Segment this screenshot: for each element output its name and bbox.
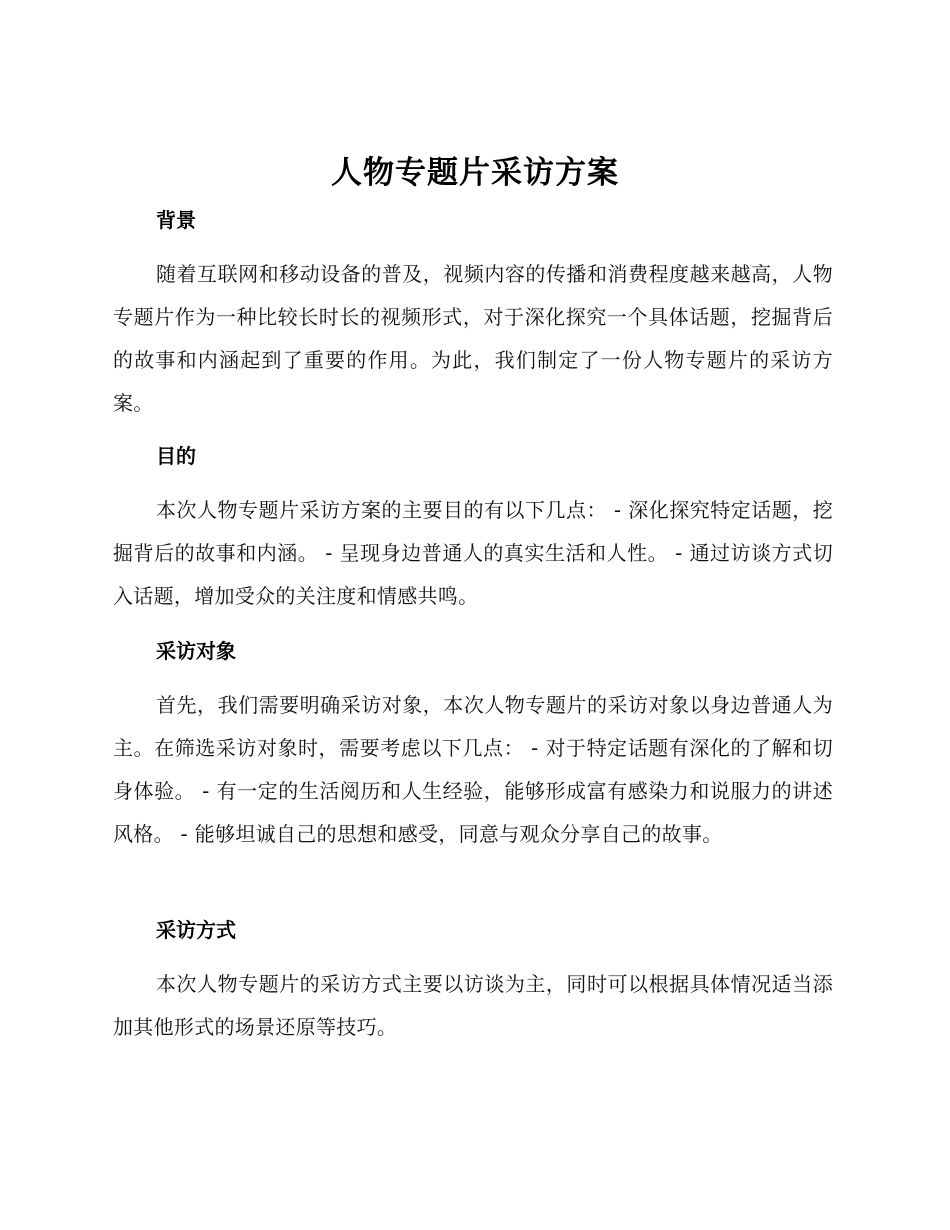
section-heading-interview-method: 采访方式 bbox=[156, 918, 236, 942]
section-heading-purpose: 目的 bbox=[156, 444, 196, 468]
section-heading-background: 背景 bbox=[156, 208, 196, 232]
section-body-interviewee: 首先，我们需要明确采访对象，本次人物专题片的采访对象以身边普通人为主。在筛选采访对象时，需要考虑以下几点： - 对于特定话题有深化的了解和切身体验。 - 有一定的生活阅历和人生经验，能够形成富有感染力和说服力的讲述风格。 - 能够坦诚自己的思想和感受，同意与观众分享自己的故事。 bbox=[113, 693, 833, 846]
section-body-interview-method: 本次人物专题片的采访方式主要以访谈为主，同时可以根据具体情况适当添加其他形式的场景还原等技巧。 bbox=[113, 972, 833, 1039]
section-heading-interviewee: 采访对象 bbox=[156, 639, 236, 663]
section-body-purpose: 本次人物专题片采访方案的主要目的有以下几点： - 深化探究特定话题，挖掘背后的故事和内涵。 - 呈现身边普通人的真实生活和人性。 - 通过访谈方式切入话题，增加受众的关注度和情感共鸣。 bbox=[113, 498, 833, 608]
document-title: 人物专题片采访方案 bbox=[331, 155, 619, 191]
section-body-background: 随着互联网和移动设备的普及，视频内容的传播和消费程度越来越高，人物专题片作为一种比较长时长的视频形式，对于深化探究一个具体话题，挖掘背后的故事和内涵起到了重要的作用。为此，我们制定了一份人物专题片的采访方案。 bbox=[113, 262, 833, 415]
